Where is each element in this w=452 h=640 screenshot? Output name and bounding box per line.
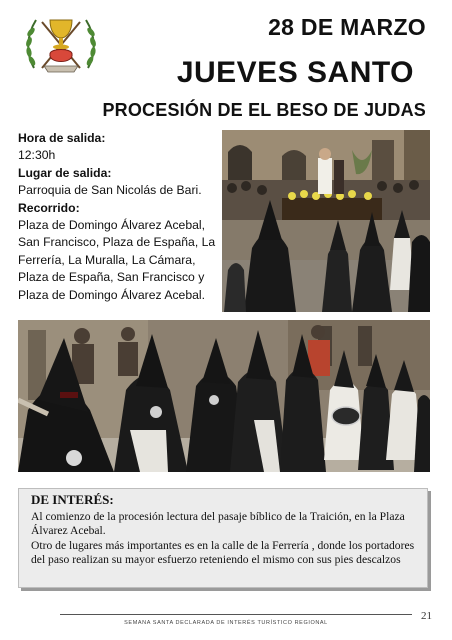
interest-box (18, 488, 428, 588)
interest-title: DE INTERÉS: (31, 492, 114, 507)
confraternity-logo (22, 10, 100, 76)
departure-place-value: Parroquia de San Nicolás de Bari. (18, 183, 202, 198)
route-label: Recorrido: (18, 200, 80, 215)
page-title: JUEVES SANTO (176, 56, 414, 89)
footer-divider (60, 614, 412, 615)
interest-paragraph: Al comienzo de la procesión lectura del pasaje bíblico de la Traición, en la Plaza Álvarez Acebal. (31, 510, 405, 538)
departure-time-label: Hora de salida: (18, 131, 106, 145)
event-date: 28 DE MARZO (268, 14, 426, 40)
interest-body (31, 510, 421, 568)
footer-caption: SEMANA SANTA DECLARADA DE INTERÉS TURÍSTICO REGIONAL (124, 620, 328, 626)
procession-name: PROCESIÓN DE EL BESO DE JUDAS (102, 100, 426, 120)
page-number: 21 (421, 610, 432, 622)
interest-paragraph: Otro de lugares más importantes es en la calle de la Ferrería , donde los portadores del paso realizan su mayor esfuerzo reteniendo el mismo con sus pies descalzos (31, 538, 415, 567)
chalice-emblem-icon (22, 10, 100, 76)
route-value: Plaza de Domingo Álvarez Acebal, San Francisco, Plaza de España, La Ferrería, La Muralla, La Cámara, Plaza de España, San Francisco y Plaza de Domingo Álvarez Acebal. (18, 218, 216, 302)
departure-time-value: 12:30h (18, 148, 56, 163)
procession-float-photo (222, 130, 430, 312)
departure-place-label: Lugar de salida: (18, 165, 112, 180)
penitents-procession-photo (18, 320, 430, 472)
procession-info (18, 130, 226, 304)
